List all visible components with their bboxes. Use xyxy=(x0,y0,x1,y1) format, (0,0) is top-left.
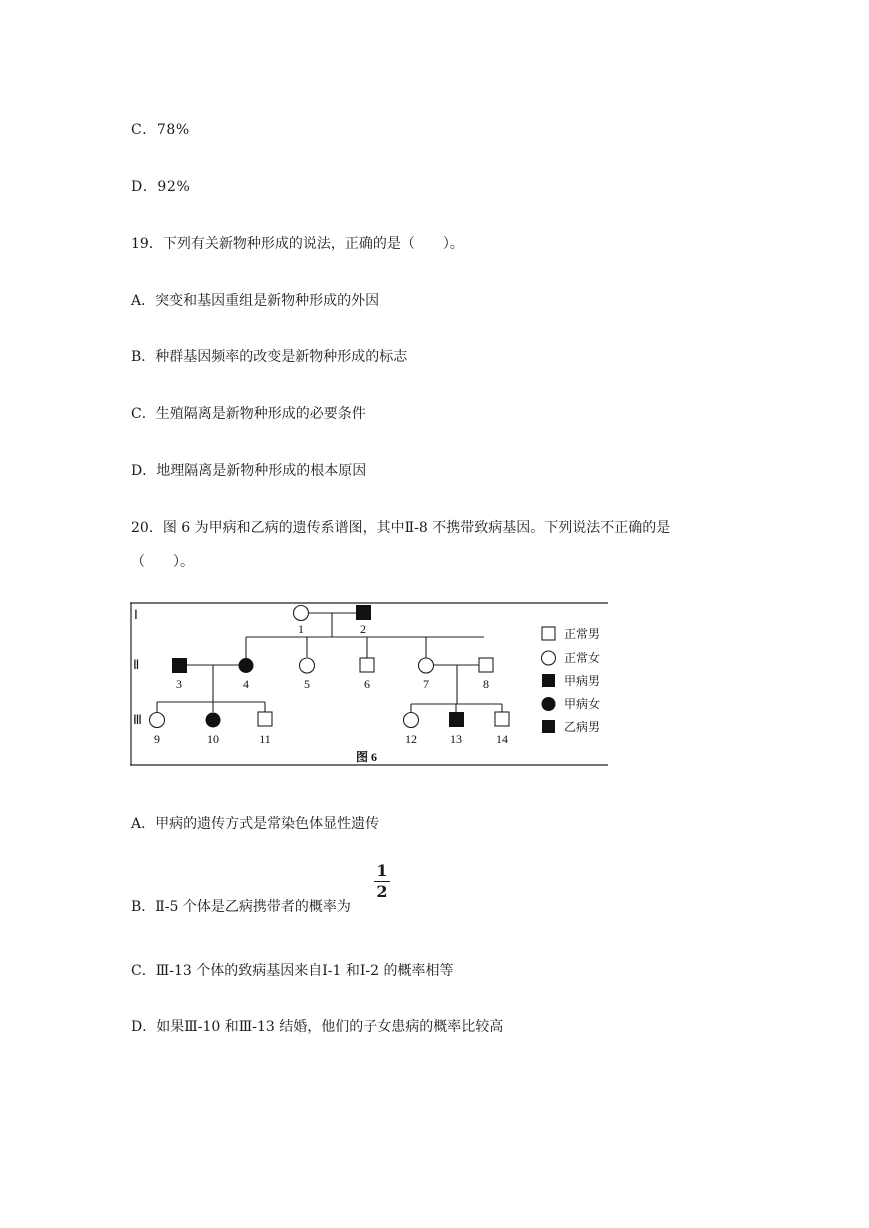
legend-normal-male-square xyxy=(542,627,555,640)
fraction-one-half xyxy=(374,862,390,901)
gen-label-3: Ⅲ xyxy=(133,712,142,727)
legend-jia-female-circle xyxy=(542,697,556,711)
q19-option-c: C．生殖隔离是新物种形成的必要条件 xyxy=(131,406,366,422)
individual-4-affected-female-jia xyxy=(239,658,254,673)
individual-label: 14 xyxy=(496,732,508,746)
figure-caption: 图 6 xyxy=(356,750,378,764)
legend-label: 甲病女 xyxy=(564,697,601,711)
individual-label: 8 xyxy=(483,677,489,691)
individual-1-normal-female xyxy=(294,606,309,621)
fraction-denominator: 2 xyxy=(376,882,388,901)
individual-label: 3 xyxy=(176,677,182,691)
individual-label: 11 xyxy=(259,732,271,746)
individual-label: 13 xyxy=(450,732,462,746)
legend-normal-female-circle xyxy=(542,651,556,665)
q19-option-b: B．种群基因频率的改变是新物种形成的标志 xyxy=(131,349,408,365)
q20-stem-line1: 20．图 6 为甲病和乙病的遗传系谱图，其中Ⅱ-8 不携带致病基因。下列说法不正确的是 xyxy=(131,520,671,536)
individual-14-normal-male xyxy=(495,712,509,726)
legend-yi-male-square xyxy=(542,720,555,733)
legend-label: 乙病男 xyxy=(564,720,601,734)
q18-option-d: D．92% xyxy=(131,179,191,195)
gen-label-1: Ⅰ xyxy=(134,607,138,622)
q18-option-c: C．78% xyxy=(131,122,190,138)
legend-label: 甲病男 xyxy=(564,674,601,688)
q19-option-a: A．突变和基因重组是新物种形成的外因 xyxy=(131,293,380,309)
individual-9-normal-female xyxy=(150,713,165,728)
individual-label: 4 xyxy=(243,677,249,691)
individual-label: 1 xyxy=(298,622,304,636)
individual-8-normal-male xyxy=(479,658,493,672)
legend-label: 正常男 xyxy=(564,627,601,641)
q20-option-a: A．甲病的遗传方式是常染色体显性遗传 xyxy=(131,816,380,832)
fraction-numerator: 1 xyxy=(376,861,388,880)
individual-13-affected-male-yi xyxy=(449,712,464,727)
legend-jia-male-square xyxy=(542,674,555,687)
q20-stem-line2: （ ）。 xyxy=(131,554,194,570)
q19-stem: 19．下列有关新物种形成的说法，正确的是（ ）。 xyxy=(131,236,464,252)
legend xyxy=(542,626,601,734)
individual-11-normal-male xyxy=(258,712,272,726)
individual-2-affected-male-jia xyxy=(356,605,371,620)
individual-label: 6 xyxy=(364,677,370,691)
individual-label: 9 xyxy=(154,732,160,746)
gen-label-2: Ⅱ xyxy=(133,657,140,672)
individual-6-normal-male xyxy=(360,658,374,672)
individual-3-affected-male-jia xyxy=(172,658,187,673)
individual-10-affected-female-jia xyxy=(206,713,221,728)
q20-option-c: C．Ⅲ-13 个体的致病基因来自Ⅰ-1 和Ⅰ-2 的概率相等 xyxy=(131,963,454,979)
individual-label: 7 xyxy=(423,677,429,691)
q20-option-d: D．如果Ⅲ-10 和Ⅲ-13 结婚，他们的子女患病的概率比较高 xyxy=(131,1019,504,1035)
individual-label: 2 xyxy=(360,622,366,636)
legend-label: 正常女 xyxy=(564,651,601,665)
q20-option-b: B．Ⅱ-5 个体是乙病携带者的概率为 xyxy=(131,899,351,915)
individual-12-normal-female xyxy=(404,713,419,728)
individual-label: 5 xyxy=(304,677,310,691)
individual-5-normal-female xyxy=(300,658,315,673)
individual-7-normal-female xyxy=(419,658,434,673)
pedigree-figure xyxy=(130,602,610,768)
individual-label: 12 xyxy=(405,732,417,746)
individual-label: 10 xyxy=(207,732,219,746)
q19-option-d: D．地理隔离是新物种形成的根本原因 xyxy=(131,463,367,479)
